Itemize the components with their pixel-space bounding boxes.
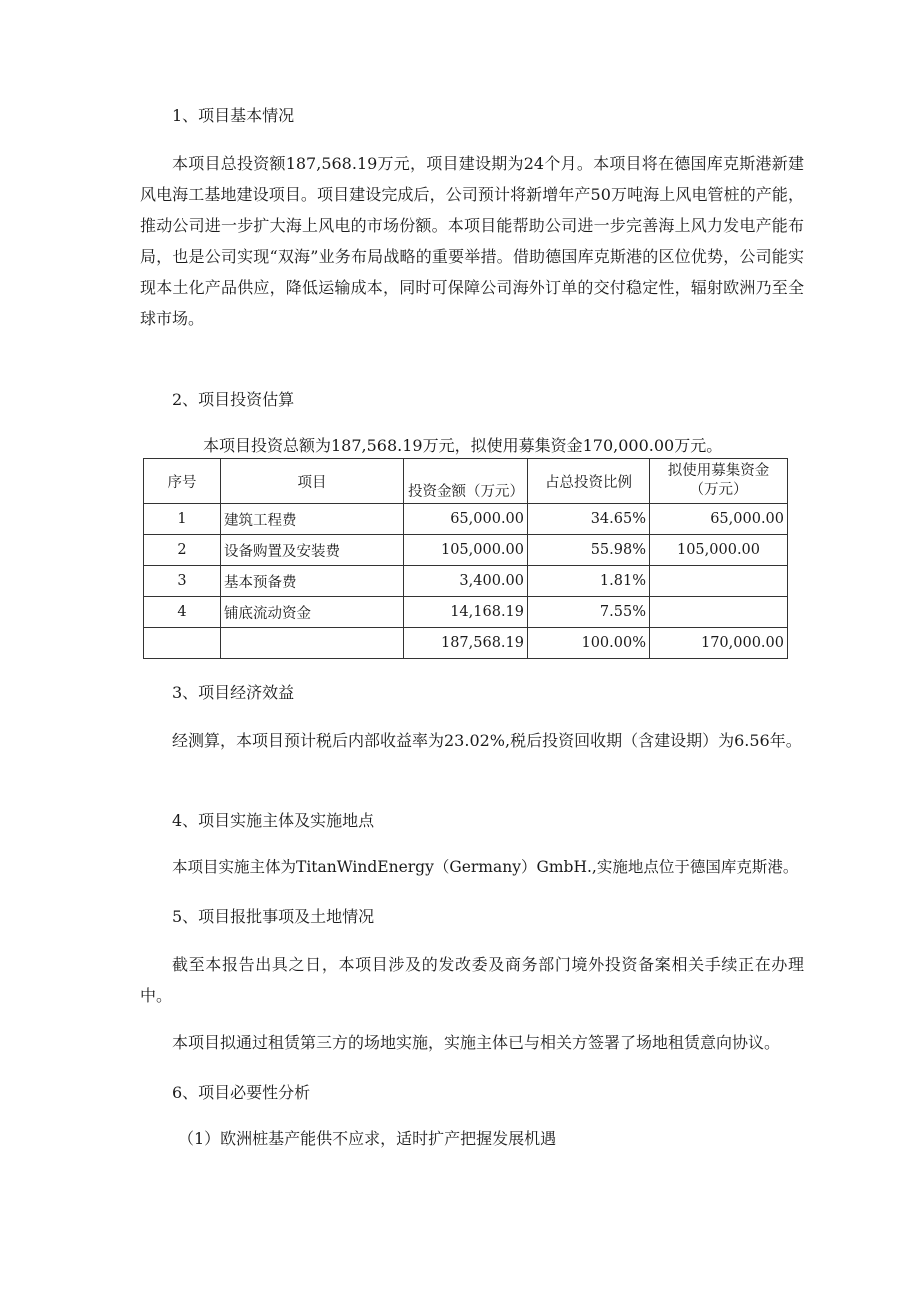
table-row: [144, 566, 788, 597]
section-5-body-1: 截至本报告出具之日，本项目涉及的发改委及商务部门境外投资备案相关手续正在办理中。: [140, 955, 804, 1005]
section-6-heading: 6、项目必要性分析: [172, 1083, 311, 1102]
header-amount: 投资金额（万元）: [404, 459, 528, 504]
header-raised-line2: （万元）: [689, 482, 748, 498]
cell-raised: [650, 597, 788, 628]
total-raised: 170,000.00: [650, 628, 788, 659]
cell-raised: [650, 566, 788, 597]
header-raised: [650, 459, 788, 504]
cell-raised: 105,000.00: [650, 535, 788, 566]
cell-raised: 65,000.00: [650, 504, 788, 535]
header-seq: 序号: [144, 459, 221, 504]
cell-amount: 3,400.00: [404, 566, 528, 597]
section-5-heading: 5、项目报批事项及土地情况: [172, 907, 375, 926]
section-6-subheading-1: （1）欧洲桩基产能供不应求，适时扩产把握发展机遇: [178, 1129, 557, 1148]
header-raised-line1: 拟使用募集资金: [667, 463, 770, 479]
cell-ratio: 34.65%: [528, 504, 650, 535]
section-4-heading: 4、项目实施主体及实施地点: [172, 811, 375, 830]
section-2-heading: 2、项目投资估算: [172, 390, 295, 409]
header-item: 项目: [221, 459, 404, 504]
cell-seq: 4: [144, 597, 221, 628]
section-3-body: 经测算，本项目预计税后内部收益率为23.02%,税后投资回收期（含建设期）为6.56年。: [172, 731, 802, 750]
investment-table: [143, 458, 788, 659]
cell-seq: 1: [144, 504, 221, 535]
cell-ratio: 55.98%: [528, 535, 650, 566]
cell-item: 建筑工程费: [221, 504, 404, 535]
total-amount: 187,568.19: [404, 628, 528, 659]
section-5-body-2: 本项目拟通过租赁第三方的场地实施，实施主体已与相关方签署了场地租赁意向协议。: [172, 1033, 781, 1052]
table-header-row: [144, 459, 788, 504]
cell-seq: 2: [144, 535, 221, 566]
total-ratio: 100.00%: [528, 628, 650, 659]
header-ratio: 占总投资比例: [528, 459, 650, 504]
investment-intro: 本项目投资总额为187,568.19万元，拟使用募集资金170,000.00万元。: [203, 436, 723, 455]
cell-ratio: 1.81%: [528, 566, 650, 597]
section-3-heading: 3、项目经济效益: [172, 683, 295, 702]
cell-amount: 105,000.00: [404, 535, 528, 566]
table-total-row: [144, 628, 788, 659]
section-4-body: 本项目实施主体为TitanWindEnergy（Germany）GmbH.,实施地点位于德国库克斯港。: [172, 858, 799, 876]
cell-item: [221, 628, 404, 659]
table-row: [144, 504, 788, 535]
table-row: [144, 535, 788, 566]
section-1-body: 本项目总投资额187,568.19万元，项目建设期为24个月。本项目将在德国库克斯港新建风电海工基地建设项目。项目建设完成后，公司预计将新增年产50万吨海上风电管桩的产能，推动公司进一步扩大海上风电的市场份额。本项目能帮助公司进一步完善海上风力发电产能布局，也是公司实现“双海”业务布局战略的重要举措。借助德国库克斯港的区位优势，公司能实现本土化产品供应，降低运输成本，同时可保障公司海外订单的交付稳定性，辐射欧洲乃至全球市场。: [140, 154, 804, 328]
cell-amount: 14,168.19: [404, 597, 528, 628]
cell-item: 基本预备费: [221, 566, 404, 597]
cell-seq: [144, 628, 221, 659]
cell-amount: 65,000.00: [404, 504, 528, 535]
table-row: [144, 597, 788, 628]
cell-seq: 3: [144, 566, 221, 597]
section-1-heading: 1、项目基本情况: [172, 106, 295, 125]
cell-item: 铺底流动资金: [221, 597, 404, 628]
cell-item: 设备购置及安装费: [221, 535, 404, 566]
cell-ratio: 7.55%: [528, 597, 650, 628]
